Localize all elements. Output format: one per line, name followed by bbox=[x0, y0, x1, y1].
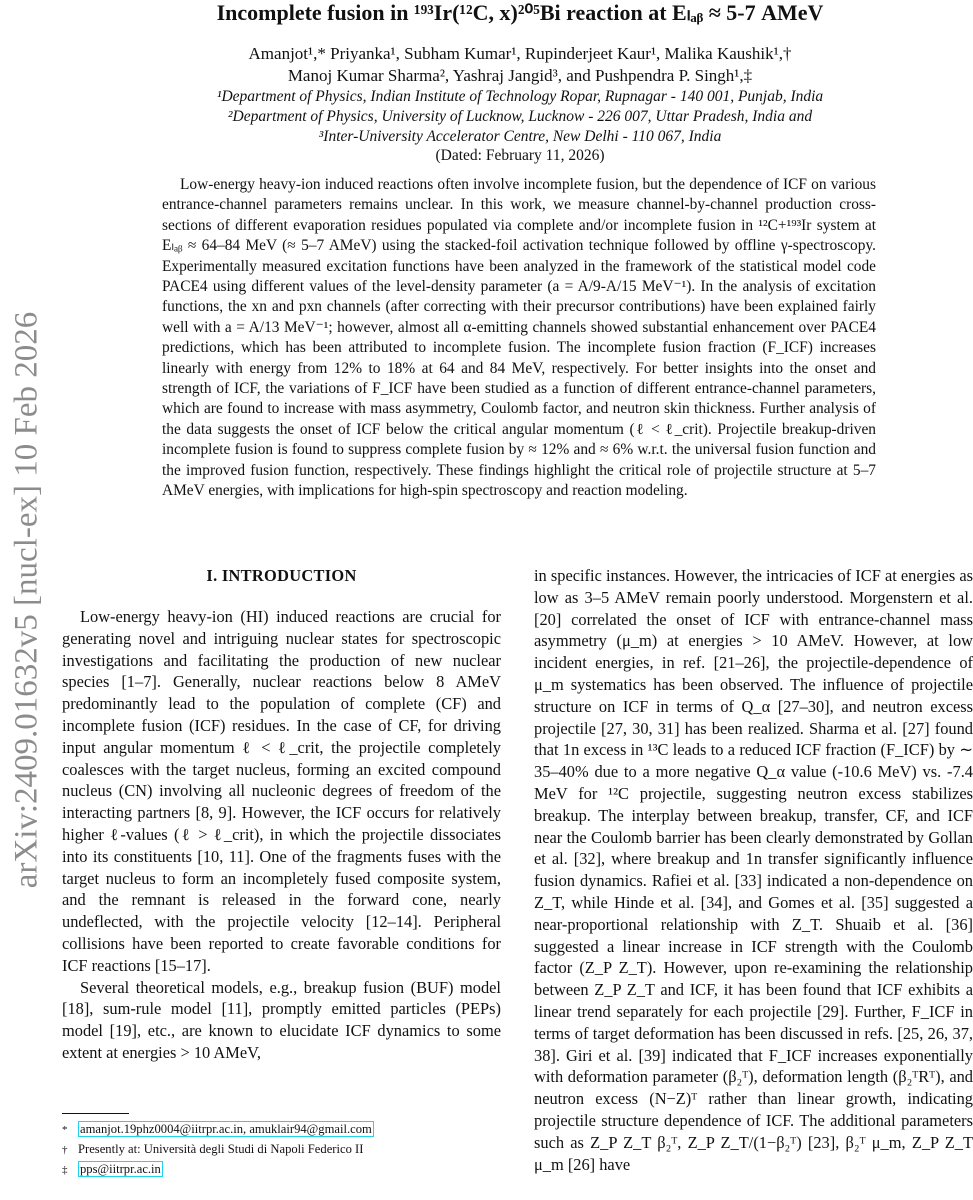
footnote-mark: ‡ bbox=[62, 1164, 68, 1176]
arxiv-sidebar bbox=[0, 0, 57, 1200]
intro-paragraph-2: Several theoretical models, e.g., breakup fusion (BUF) model [18], sum-rule model [11], promptly emitted particles (PEPs) model [19], etc., are known to elucidate ICF dynamics to some extent at energies > 10 AMeV, bbox=[62, 977, 501, 1062]
dated-line: (Dated: February 11, 2026) bbox=[435, 147, 605, 164]
email-link[interactable]: amanjot.19phz0004@iitrpr.ac.in, amuklair94@gmail.com bbox=[80, 1122, 372, 1136]
arxiv-identifier: arXiv:2409.01632v5 [nucl-ex] 10 Feb 2026 bbox=[8, 311, 45, 889]
footnote-1 bbox=[62, 1120, 502, 1140]
right-column-paragraph: in specific instances. However, the intricacies of ICF at energies as low as 3–5 AMeV remain poorly understood. Morgenstern et al. [20] correlated the onset of ICF with entrance-channel mass asymmetry (μ_m) at energies > 10 AMeV. However, at low incident energies, in ref. [21–26], the projectile-dependence of μ_m systematics has been observed. The influence of projectile structure on ICF in terms of Q_α [27–30], and neutron excess projectile [27, 30, 31] has been realized. Sharma et al. [27] found that 1n excess in ¹³C leads to a reduced ICF fraction (F_ICF) by ∼ 35–40% due to a more negative Q_α value (-10.6 MeV) vs. -7.4 MeV for ¹²C projectile, suggesting neutron excess stabilizes breakup. The interplay between breakup, transfer, CF, and ICF near the Coulomb barrier has been clearly demonstrated by Gollan et al. [32], where breakup and 1n transfer significantly influence fusion dynamics. Rafiei et al. [33] indicated a non-dependence on Z_T, while Hinde et al. [34], and Gomes et al. [35] suggested a near-proportional relationship with Z_T. Shuaib et al. [36] suggested a linear increase in ICF strength with the Coulomb factor (Z_P Z_T). However, upon re-examining the relationship between Z_P Z_T and ICF, it has been found that ICF exhibits a linear trend separately for each projectile [29]. Further, F_ICF in terms of target deformation has been discussed in refs. [25, 26, 37, 38]. Giri et al. [39] indicated that F_ICF increases exponentially with deformation parameter (β₂ᵀ), deformation length (β₂ᵀRᵀ), and neutron excess (N−Z)ᵀ rather than linear growth, indicating projectile structure dependence of ICF. The additional parameters such as Z_P Z_T β₂ᵀ, Z_P Z_T/(1−β₂ᵀ) [23], β₂ᵀ μ_m, Z_P Z_T μ_m [26] have bbox=[534, 566, 973, 1174]
author-list bbox=[100, 43, 940, 87]
footnote-text: Presently at: Università degli Studi di Napoli Federico II bbox=[78, 1142, 364, 1156]
affiliations bbox=[100, 87, 940, 147]
author-line-1: Amanjot¹,* Priyanka¹, Subham Kumar¹, Rupinderjeet Kaur¹, Malika Kaushik¹,† bbox=[248, 44, 792, 63]
footnotes bbox=[62, 1120, 502, 1180]
author-line-2: Manoj Kumar Sharma², Yashraj Jangid³, and Pushpendra P. Singh¹,‡ bbox=[287, 66, 753, 85]
affiliation-1: ¹Department of Physics, Indian Institute of Technology Ropar, Rupnagar - 140 001, Punjab, India bbox=[216, 88, 824, 105]
footnote-divider bbox=[62, 1113, 129, 1114]
affiliation-3: ³Inter-University Accelerator Centre, New Delhi - 110 067, India bbox=[318, 128, 722, 145]
footnote-mark: * bbox=[62, 1124, 68, 1136]
affiliation-2: ²Department of Physics, University of Lucknow, Lucknow - 226 007, Uttar Pradesh, India and bbox=[227, 108, 813, 125]
section-heading-introduction: I. INTRODUCTION bbox=[206, 566, 357, 585]
intro-paragraph-1: Low-energy heavy-ion (HI) induced reactions are crucial for generating novel and intriguing nuclear states for spectroscopic investigations and facilitating the production of new nuclear species [1–7]. Generally, nuclear reactions below 8 AMeV predominantly lead to the population of complete (CF) and incomplete fusion (ICF) residues. In the case of CF, for driving input angular momentum ℓ < ℓ_crit, the projectile completely coalesces with the target nucleus, forming an excited compound nucleus (CN) involving all nucleonic degrees of freedom of the interacting partners [8, 9]. However, the ICF occurs for relatively higher ℓ-values (ℓ > ℓ_crit), in which the projectile dissociates into its constituents [10, 11]. One of the fragments fuses with the target nucleus to form an incompletely fused composite system, and the remnant is released in the forward cone, nearly undeflected, with the projectile velocity [12–14]. Peripheral collisions have been reported to create favorable conditions for ICF reactions [15–17]. bbox=[62, 607, 501, 975]
left-column bbox=[62, 565, 501, 1064]
email-link[interactable]: pps@iitrpr.ac.in bbox=[80, 1162, 161, 1176]
footnote-3 bbox=[62, 1160, 502, 1180]
right-column bbox=[534, 565, 973, 1175]
abstract: Low-energy heavy-ion induced reactions often involve incomplete fusion, but the dependence of ICF on various entrance-channel parameters remains unclear. In this work, we measure channel-by-channel production cross-sections of different evaporation residues populated via complete and/or incomplete fusion in ¹²C+¹⁹³Ir system at Eₗₐᵦ ≈ 64–84 MeV (≈ 5–7 AMeV) using the stacked-foil activation technique followed by offline γ-spectroscopy. Experimentally measured excitation functions have been analyzed in the framework of the statistical model code PACE4 using different values of the level-density parameter (a = A/9-A/15 MeV⁻¹). In the analysis of excitation functions, the xn and pxn channels (after correcting with their precursor contributions) have been explained fairly well with a = A/13 MeV⁻¹; however, almost all α-emitting channels showed substantial enhancement over PACE4 predictions, which has been attributed to incomplete fusion. The incomplete fusion fraction (F_ICF) increases linearly with energy from 12% to 18% at 64 and 84 MeV, respectively. For better insights into the onset and strength of ICF, the variations of F_ICF have been studied as a function of different entrance-channel parameters, which are found to increase with mass asymmetry, Coulomb factor, and neutron skin thickness. Further analysis of the data suggests the onset of ICF below the critical angular momentum (ℓ < ℓ_crit). Projectile breakup-driven incomplete fusion is found to suppress complete fusion by ≈ 12% and ≈ 6% w.r.t. the universal fusion function and the improved fusion function, respectively. These findings highlight the critical role of projectile structure at 5–7 AMeV energies, with implications for high-spin spectroscopy and reaction modeling. bbox=[162, 176, 876, 500]
paper-title: Incomplete fusion in ¹⁹³Ir(¹²C, x)²⁰⁵Bi reaction at Eₗₐᵦ ≈ 5-7 AMeV bbox=[216, 0, 824, 25]
footnote-mark: † bbox=[62, 1144, 68, 1156]
footnote-2 bbox=[62, 1140, 502, 1160]
